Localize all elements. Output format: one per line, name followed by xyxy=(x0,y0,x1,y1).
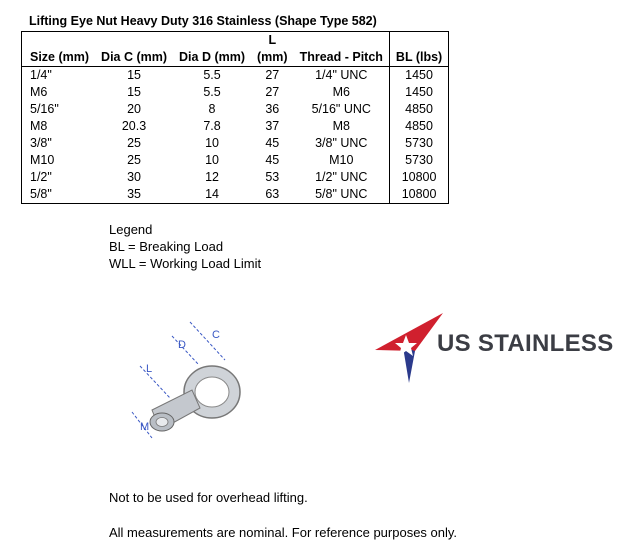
spec-table xyxy=(21,31,449,204)
table-row xyxy=(22,169,449,186)
cell-thread: 3/8" UNC xyxy=(294,135,390,152)
cell-dia-d: 5.5 xyxy=(203,68,221,82)
header-thread: Thread - Pitch xyxy=(294,32,390,67)
header-dia-d: Dia D (mm) xyxy=(173,32,251,67)
cell-size: 5/8" xyxy=(22,186,96,204)
label-d: D xyxy=(178,339,186,351)
cell-size: 1/2" xyxy=(22,169,96,186)
legend-heading: Legend xyxy=(109,222,153,237)
cell-dia-d: 8 xyxy=(208,102,216,116)
cell-bl: 10800 xyxy=(389,186,448,204)
cell-thread: 1/4" UNC xyxy=(294,67,390,85)
cell-l: 27 xyxy=(265,68,280,82)
cell-dia-c: 35 xyxy=(95,186,173,204)
cell-thread: M6 xyxy=(294,84,390,101)
cell-dia-c: 20.3 xyxy=(121,119,147,133)
cell-dia-c: 15 xyxy=(127,85,141,99)
cell-l: 27 xyxy=(265,85,280,99)
eye-hole xyxy=(195,377,229,407)
legend xyxy=(109,221,261,272)
cell-bl: 4850 xyxy=(389,101,448,118)
cell-dia-c: 25 xyxy=(127,153,141,167)
table-row xyxy=(22,67,449,85)
eye-nut-diagram xyxy=(100,312,250,452)
cell-l: 53 xyxy=(265,170,280,184)
table-header-row xyxy=(22,32,449,67)
logo-text: US STAINLESS xyxy=(437,330,614,357)
table-row xyxy=(22,84,449,101)
table-row xyxy=(22,152,449,169)
cell-thread: M8 xyxy=(294,118,390,135)
table-row xyxy=(22,186,449,204)
note-nominal-measurements: All measurements are nominal. For reference purposes only. xyxy=(109,525,458,540)
table-row xyxy=(22,135,449,152)
nut-bore xyxy=(156,418,168,427)
page-title: Lifting Eye Nut Heavy Duty 316 Stainless (Shape Type 582) xyxy=(29,14,377,28)
cell-size: M6 xyxy=(22,84,96,101)
cell-dia-d: 10 xyxy=(205,153,219,167)
cell-dia-c: 20 xyxy=(127,102,141,116)
cell-size: M8 xyxy=(22,118,96,135)
header-bl: BL (lbs) xyxy=(389,32,448,67)
cell-l: 36 xyxy=(265,102,280,116)
cell-size: M10 xyxy=(22,152,96,169)
cell-dia-d: 14 xyxy=(173,186,251,204)
cell-l: 45 xyxy=(265,136,280,150)
header-size: Size (mm) xyxy=(22,32,96,67)
cell-thread: M10 xyxy=(294,152,390,169)
cell-dia-c: 30 xyxy=(127,170,141,184)
cell-dia-c: 25 xyxy=(127,136,141,150)
cell-bl: 5730 xyxy=(389,135,448,152)
cell-dia-d: 5.5 xyxy=(203,85,221,99)
legend-wll: WLL = Working Load Limit xyxy=(109,256,262,271)
cell-bl: 1450 xyxy=(389,67,448,85)
legend-bl: BL = Breaking Load xyxy=(109,239,224,254)
cell-thread: 5/16" UNC xyxy=(294,101,390,118)
cell-thread: 1/2" UNC xyxy=(294,169,390,186)
cell-size: 1/4" xyxy=(22,67,96,85)
note-overhead-lifting: Not to be used for overhead lifting. xyxy=(109,490,308,505)
cell-dia-d: 7.8 xyxy=(203,119,221,133)
header-l-line1: L xyxy=(268,33,277,47)
table-row xyxy=(22,101,449,118)
cell-l: 45 xyxy=(265,153,280,167)
header-l xyxy=(251,32,294,67)
label-l: L xyxy=(146,363,153,375)
label-m: M xyxy=(140,421,150,433)
header-dia-c: Dia C (mm) xyxy=(95,32,173,67)
cell-size: 5/16" xyxy=(22,101,96,118)
cell-dia-d: 12 xyxy=(205,170,219,184)
cell-size: 3/8" xyxy=(22,135,96,152)
cell-l: 63 xyxy=(251,186,294,204)
label-c: C xyxy=(212,329,220,341)
cell-l: 37 xyxy=(265,119,280,133)
cell-bl: 4850 xyxy=(389,118,448,135)
cell-bl: 1450 xyxy=(389,84,448,101)
cell-bl: 5730 xyxy=(389,152,448,169)
table-row xyxy=(22,118,449,135)
cell-bl: 10800 xyxy=(389,169,448,186)
cell-dia-c: 15 xyxy=(127,68,141,82)
cell-thread: 5/8" UNC xyxy=(294,186,390,204)
header-l-line2: (mm) xyxy=(257,50,288,64)
us-stainless-logo-mark xyxy=(375,305,445,385)
cell-dia-d: 10 xyxy=(205,136,219,150)
